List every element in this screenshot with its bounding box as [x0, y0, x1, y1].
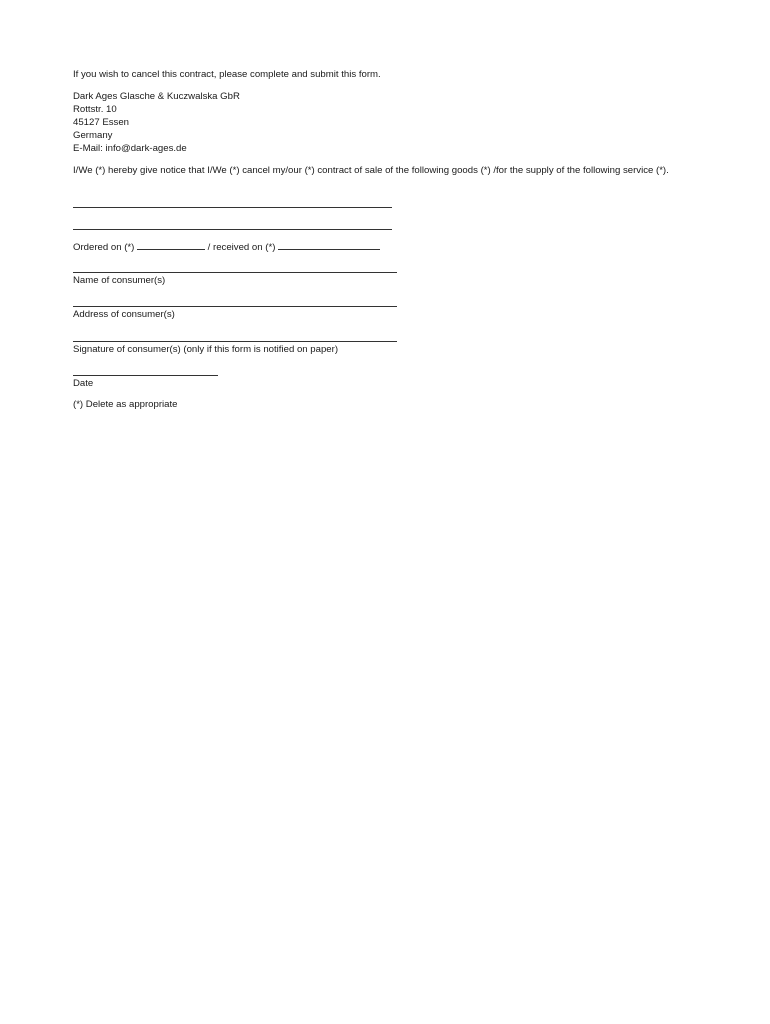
company-country: Germany	[73, 130, 113, 141]
address-line	[73, 306, 397, 307]
date-line	[73, 375, 218, 376]
goods-line-1	[73, 207, 392, 208]
company-email: E-Mail: info@dark-ages.de	[73, 143, 187, 154]
address-label: Address of consumer(s)	[73, 309, 175, 320]
signature-label: Signature of consumer(s) (only if this form is notified on paper)	[73, 344, 339, 355]
company-street: Rottstr. 10	[73, 104, 117, 115]
company-city: 45127 Essen	[73, 117, 130, 128]
name-line	[73, 272, 397, 273]
ordered-on-line	[137, 240, 205, 250]
received-on-label: / received on (*)	[207, 242, 276, 253]
footnote: (*) Delete as appropriate	[73, 399, 178, 410]
ordered-on-label: Ordered on (*)	[73, 242, 135, 253]
company-name: Dark Ages Glasche & Kuczwalska GbR	[73, 91, 240, 102]
cancellation-notice: I/We (*) hereby give notice that I/We (*) cancel my/our (*) contract of sale of the following goods (*) /for the supply of the following service (*).	[73, 165, 669, 176]
goods-line-2	[73, 229, 392, 230]
received-on-line	[278, 240, 380, 250]
order-dates-row	[73, 240, 380, 254]
name-label: Name of consumer(s)	[73, 275, 166, 286]
date-label: Date	[73, 378, 94, 389]
intro-text: If you wish to cancel this contract, please complete and submit this form.	[73, 69, 381, 80]
signature-line	[73, 341, 397, 342]
